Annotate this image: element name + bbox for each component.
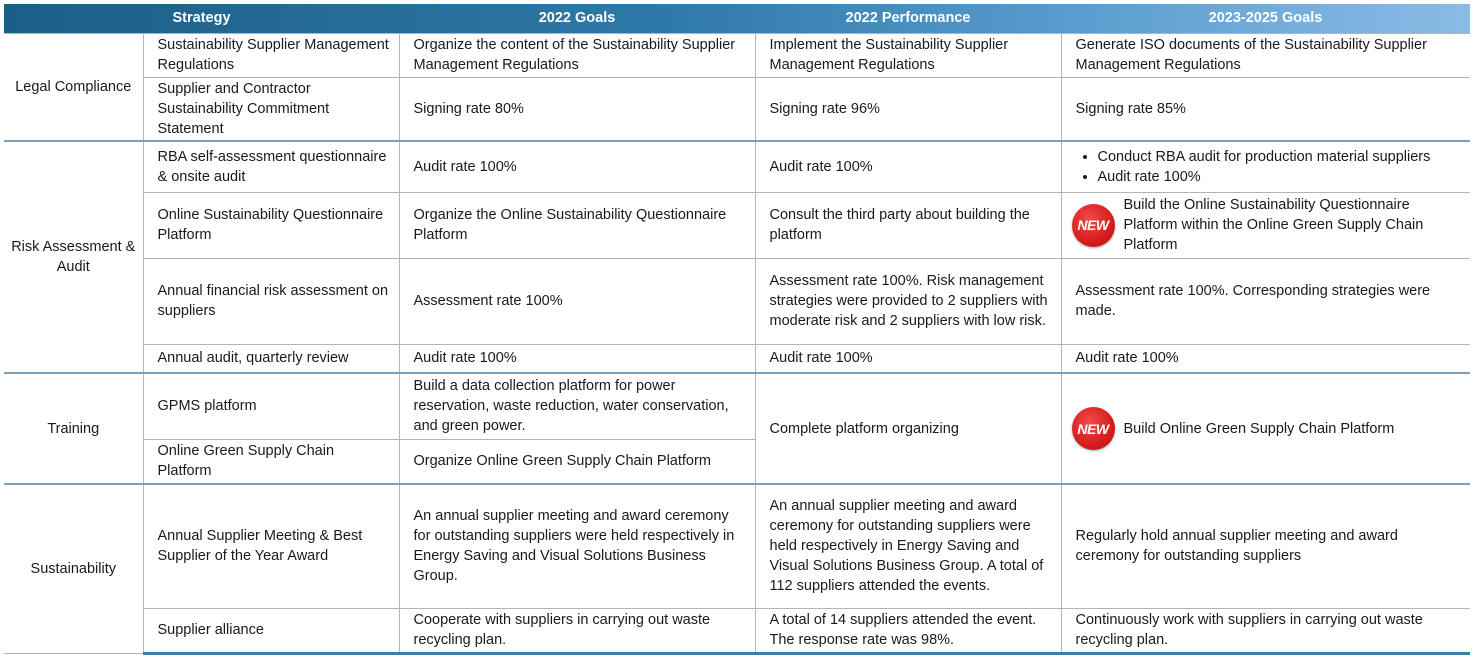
goal-2023-2025: Continuously work with suppliers in carrying out waste recycling plan. xyxy=(1061,608,1470,653)
goal-2022: Audit rate 100% xyxy=(399,141,755,192)
goal-2022: Organize the Online Sustainability Questionnaire Platform xyxy=(399,192,755,258)
new-badge-icon: NEW xyxy=(1072,204,1115,247)
goal-2023-2025: Audit rate 100% xyxy=(1061,344,1470,373)
strategy-item: Annual Supplier Meeting & Best Supplier of the Year Award xyxy=(143,484,399,608)
goal-2022: Organize Online Green Supply Chain Platform xyxy=(399,439,755,484)
strategy-item: Annual financial risk assessment on suppliers xyxy=(143,258,399,344)
header-strategy: Strategy xyxy=(172,10,231,27)
new-goal-text: Build Online Green Supply Chain Platform xyxy=(1123,420,1395,437)
new-badge-icon: NEW xyxy=(1072,407,1115,450)
performance-2022: Consult the third party about building the platform xyxy=(755,192,1061,258)
category-sustainability: Sustainability xyxy=(4,484,143,653)
goal-2023-2025: Generate ISO documents of the Sustainability Supplier Management Regulations xyxy=(1061,33,1470,77)
category-training: Training xyxy=(4,373,143,484)
goal-2023-2025: Regularly hold annual supplier meeting and award ceremony for outstanding suppliers xyxy=(1061,484,1470,608)
goal-2022: Assessment rate 100% xyxy=(399,258,755,344)
strategy-item: GPMS platform xyxy=(143,373,399,439)
performance-2022: Implement the Sustainability Supplier Management Regulations xyxy=(755,33,1061,77)
header-2022-performance: 2022 Performance xyxy=(845,10,971,27)
goal-bullet: • Audit rate 100% xyxy=(1098,167,1463,187)
goal-2023-2025: Assessment rate 100%. Corresponding strategies were made. xyxy=(1061,258,1470,344)
header-2023-2025-goals: 2023-2025 Goals xyxy=(1208,10,1323,27)
goal-2022: Audit rate 100% xyxy=(399,344,755,373)
table-row xyxy=(4,33,1470,77)
table-row xyxy=(4,608,1470,653)
goal-2023-2025 xyxy=(1061,373,1470,484)
performance-2022: Complete platform organizing xyxy=(755,373,1061,484)
strategy-item: Online Sustainability Questionnaire Platform xyxy=(143,192,399,258)
performance-2022: Audit rate 100% xyxy=(755,344,1061,373)
goal-2023-2025 xyxy=(1061,192,1470,258)
table-header-row xyxy=(4,4,1470,33)
goal-bullet-list xyxy=(1076,147,1463,187)
goal-2023-2025: Signing rate 85% xyxy=(1061,77,1470,141)
performance-2022: Assessment rate 100%. Risk management strategies were provided to 2 suppliers with moderate risk and 2 suppliers with low risk. xyxy=(755,258,1061,344)
strategy-item: Sustainability Supplier Management Regulations xyxy=(143,33,399,77)
strategy-item: Supplier and Contractor Sustainability Commitment Statement xyxy=(143,77,399,141)
goal-2022: Cooperate with suppliers in carrying out waste recycling plan. xyxy=(399,608,755,653)
strategy-item: Online Green Supply Chain Platform xyxy=(143,439,399,484)
strategy-item: Supplier alliance xyxy=(143,608,399,653)
goal-2022: An annual supplier meeting and award ceremony for outstanding suppliers were held respectively in Energy Saving and Visual Solutions Business Group. xyxy=(399,484,755,608)
strategy-item: Annual audit, quarterly review xyxy=(143,344,399,373)
strategy-goals-table-container xyxy=(4,4,1470,655)
performance-2022: Audit rate 100% xyxy=(755,141,1061,192)
table-row xyxy=(4,77,1470,141)
new-goal-cell xyxy=(1076,195,1463,255)
strategy-item: RBA self-assessment questionnaire & onsite audit xyxy=(143,141,399,192)
table-row xyxy=(4,141,1470,192)
header-2022-goals: 2022 Goals xyxy=(538,10,616,27)
table-row xyxy=(4,344,1470,373)
goal-2022: Organize the content of the Sustainability Supplier Management Regulations xyxy=(399,33,755,77)
goal-2022: Build a data collection platform for power reservation, waste reduction, water conservation, and green power. xyxy=(399,373,755,439)
new-goal-cell xyxy=(1076,407,1463,450)
table-row xyxy=(4,258,1470,344)
strategy-goals-table xyxy=(4,4,1470,655)
goal-bullet: • Conduct RBA audit for production material suppliers xyxy=(1098,147,1463,167)
table-row xyxy=(4,373,1470,439)
goal-2022: Signing rate 80% xyxy=(399,77,755,141)
performance-2022: Signing rate 96% xyxy=(755,77,1061,141)
category-risk-assessment-audit: Risk Assessment & Audit xyxy=(4,141,143,373)
goal-2023-2025 xyxy=(1061,141,1470,192)
table-row xyxy=(4,484,1470,608)
performance-2022: An annual supplier meeting and award ceremony for outstanding suppliers were held respectively in Energy Saving and Visual Solutions Business Group. A total of 112 suppliers attended the events. xyxy=(755,484,1061,608)
category-legal-compliance: Legal Compliance xyxy=(4,33,143,141)
performance-2022: A total of 14 suppliers attended the event. The response rate was 98%. xyxy=(755,608,1061,653)
table-row xyxy=(4,192,1470,258)
new-goal-text: Build the Online Sustainability Questionnaire Platform within the Online Green Supply Chain Platform xyxy=(1123,197,1424,253)
